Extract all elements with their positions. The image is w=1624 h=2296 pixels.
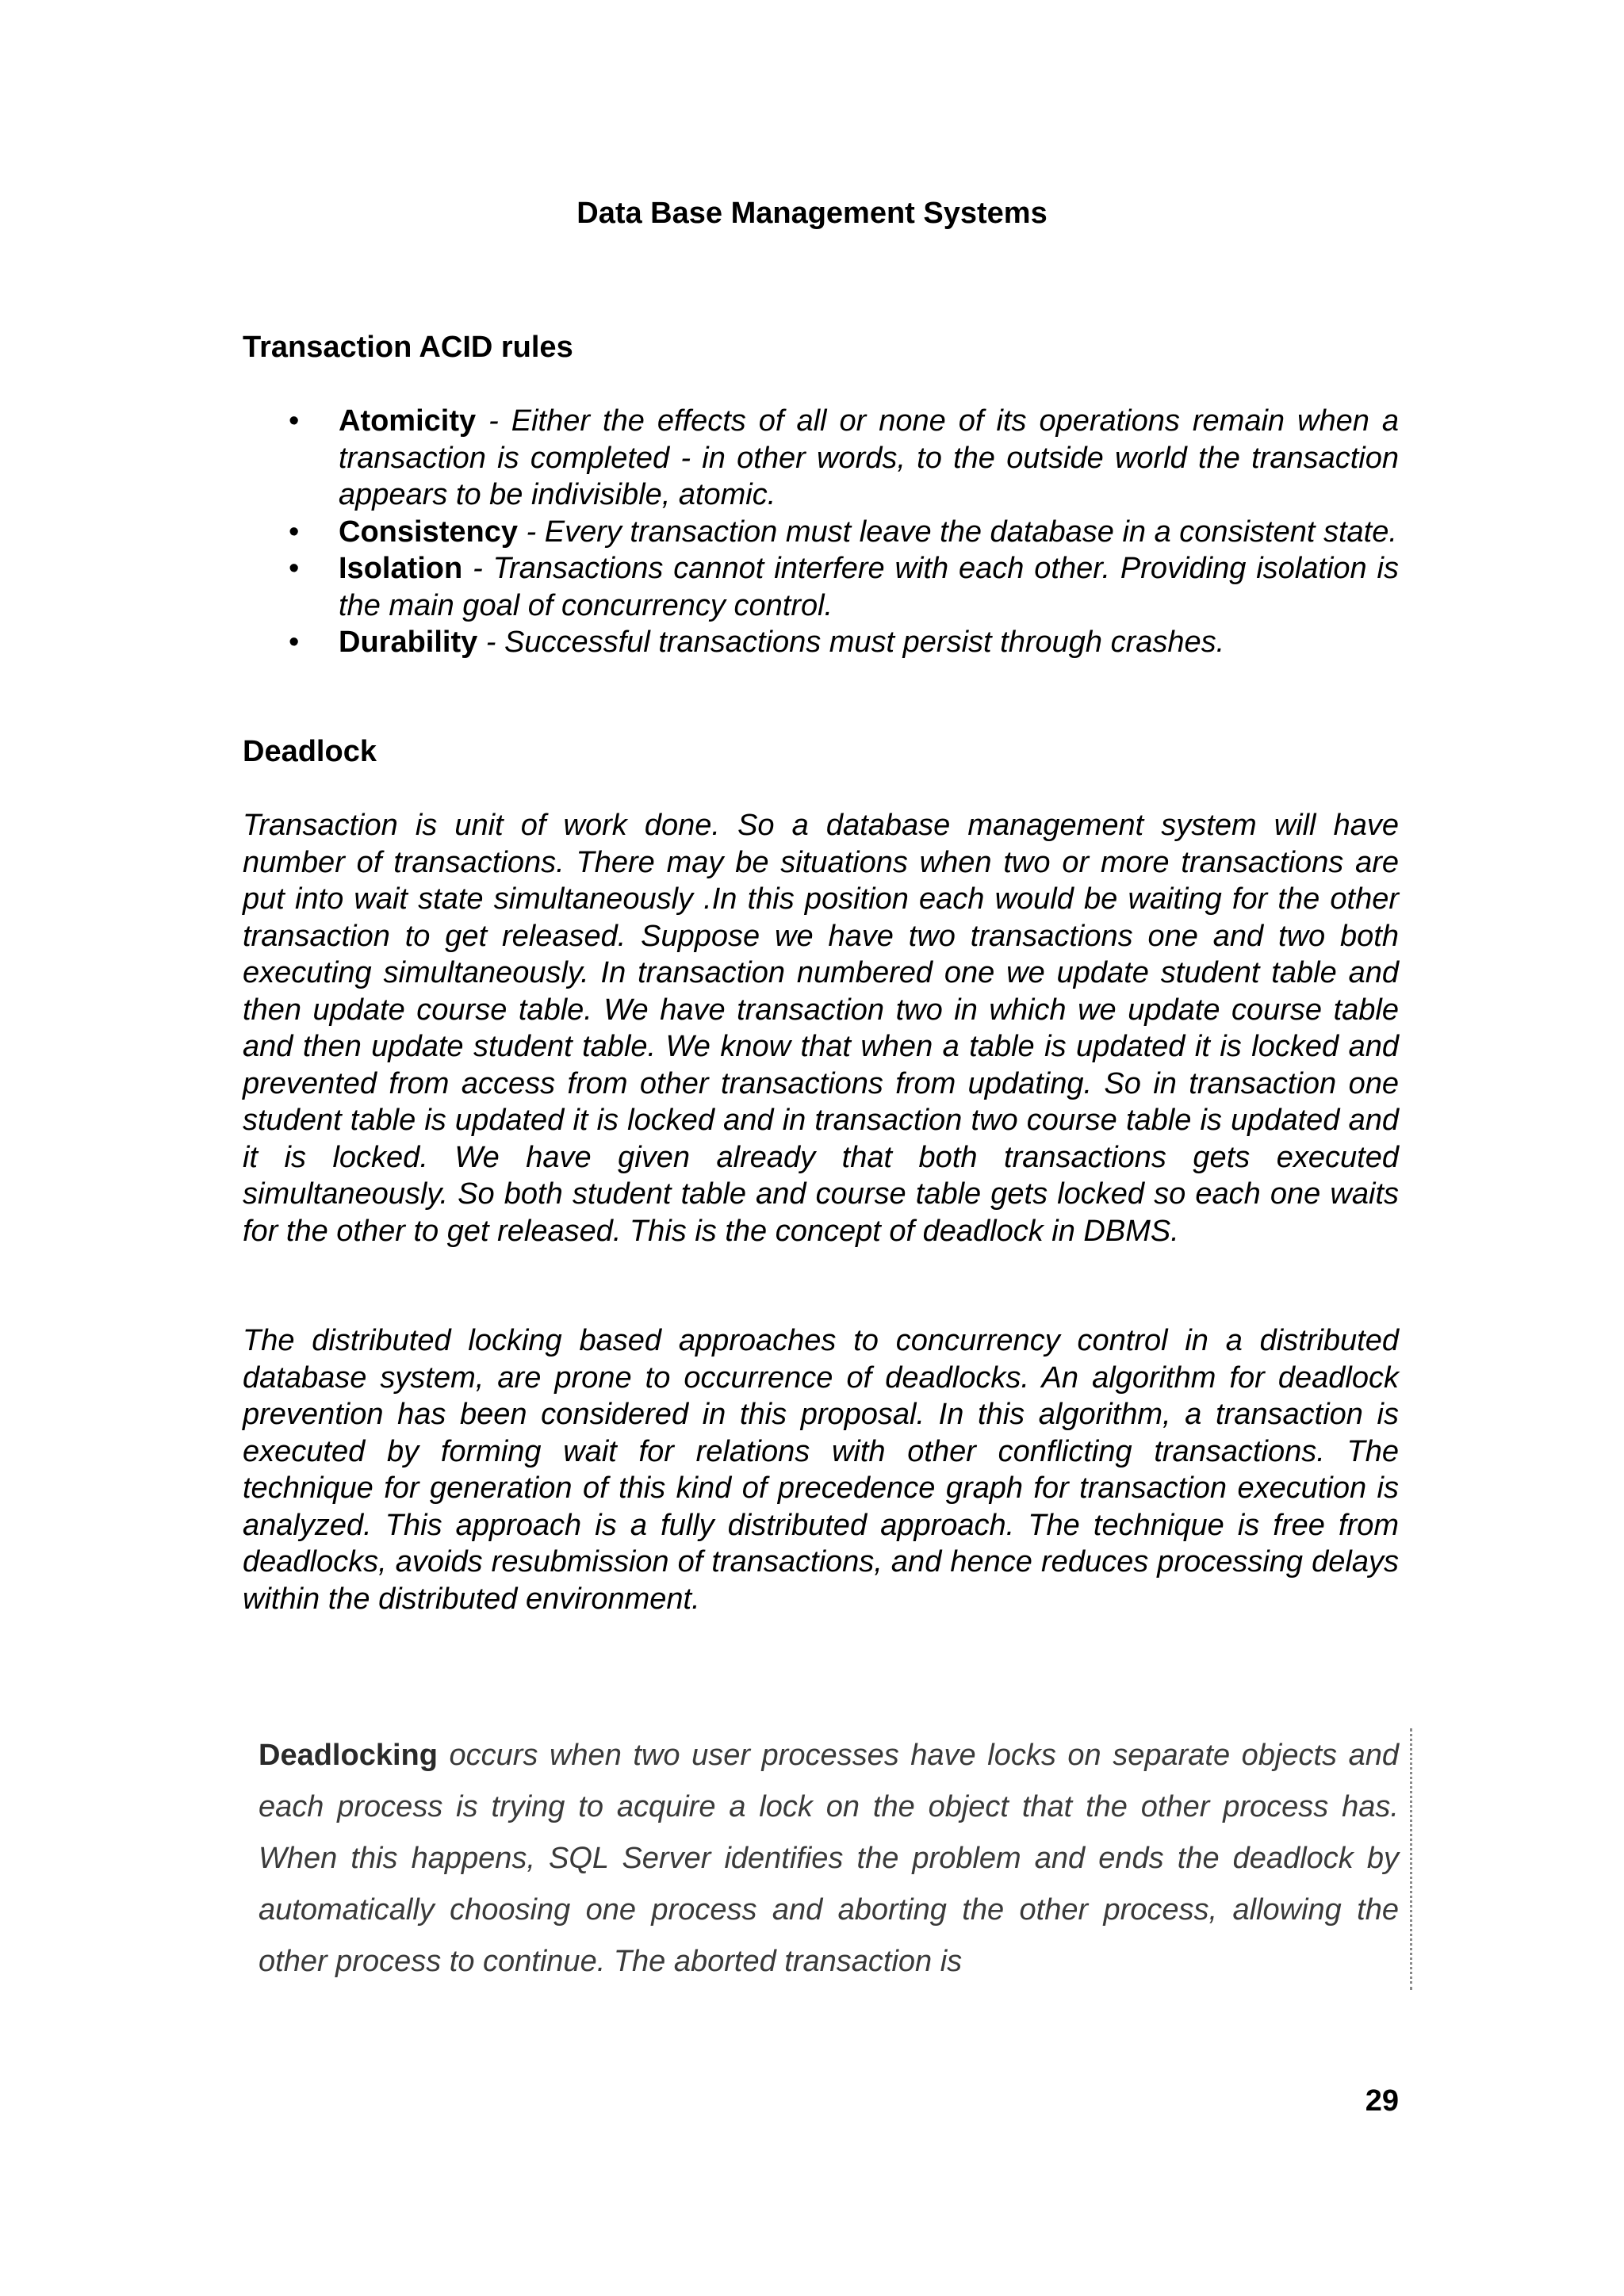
- page-header-title: Data Base Management Systems: [576, 197, 1048, 230]
- term-isolation: Isolation: [339, 552, 463, 585]
- list-item-atomicity: [243, 403, 1399, 514]
- deadlock-heading: Deadlock: [243, 735, 377, 768]
- bullet-icon: •: [289, 552, 300, 585]
- deadlocking-excerpt-box: [243, 1728, 1412, 1990]
- bullet-icon: •: [289, 515, 300, 549]
- term-durability: Durability: [339, 626, 478, 659]
- bullet-icon: •: [289, 626, 300, 659]
- deadlock-paragraph-2: The distributed locking based approaches to concurrency control in a distributed database system, are prone to occurrence of deadlocks. An algorithm for deadlock prevention has been considered in this proposal. In this algorithm, a transaction is executed by forming wait for relations with other conflicting transactions. The technique for generation of this kind of precedence graph for transaction execution is analyzed. This approach is a fully distributed approach. The technique is free from deadlocks, avoids resubmission of transactions, and hence reduces processing delays within the distributed environment.: [243, 1324, 1399, 1616]
- description-consistency: - Every transaction must leave the database in a consistent state.: [517, 515, 1397, 549]
- acid-rules-heading: Transaction ACID rules: [243, 331, 573, 364]
- deadlock-paragraph-1: Transaction is unit of work done. So a database management system will have number of transactions. There may be situations when two or more transactions are put into wait state simultaneously .In this position each would be waiting for the other transaction to get released. Suppose we have two transactions one and two both executing simultaneously. In transaction numbered one we update student table and then update course table. We have transaction two in which we update course table and then update student table. We know that when a table is updated it is locked and prevented from access from other transactions from updating. So in transaction one student table is updated it is locked and in transaction two course table is updated and it is locked. We have given already that both transactions gets executed simultaneously. So both student table and course table gets locked so each one waits for the other to get released. This is the concept of deadlock in DBMS.: [243, 809, 1399, 1248]
- acid-rules-list: [243, 403, 1399, 661]
- term-atomicity: Atomicity: [339, 404, 477, 438]
- list-item-durability: [243, 624, 1399, 661]
- page-number: 29: [1365, 2084, 1399, 2118]
- list-item-consistency: [243, 514, 1399, 551]
- list-item-isolation: [243, 550, 1399, 624]
- term-consistency: Consistency: [339, 515, 518, 549]
- deadlocking-description: occurs when two user processes have locks on separate objects and each process is trying to acquire a lock on the object that the other process has. When this happens, SQL Server identifies the problem and ends the deadlock by automatically choosing one process and aborting the other process, allowing the other process to continue. The aborted transaction is: [259, 1739, 1399, 1978]
- description-atomicity: - Either the effects of all or none of its operations remain when a transaction is completed - in other words, to the outside world the transaction appears to be indivisible, atomic.: [339, 404, 1399, 511]
- deadlocking-term: Deadlocking: [259, 1739, 438, 1772]
- bullet-icon: •: [289, 404, 300, 438]
- description-isolation: - Transactions cannot interfere with each other. Providing isolation is the main goal of concurrency control.: [339, 552, 1399, 622]
- deadlocking-excerpt-text: [243, 1728, 1410, 1988]
- description-durability: - Successful transactions must persist through crashes.: [477, 626, 1225, 659]
